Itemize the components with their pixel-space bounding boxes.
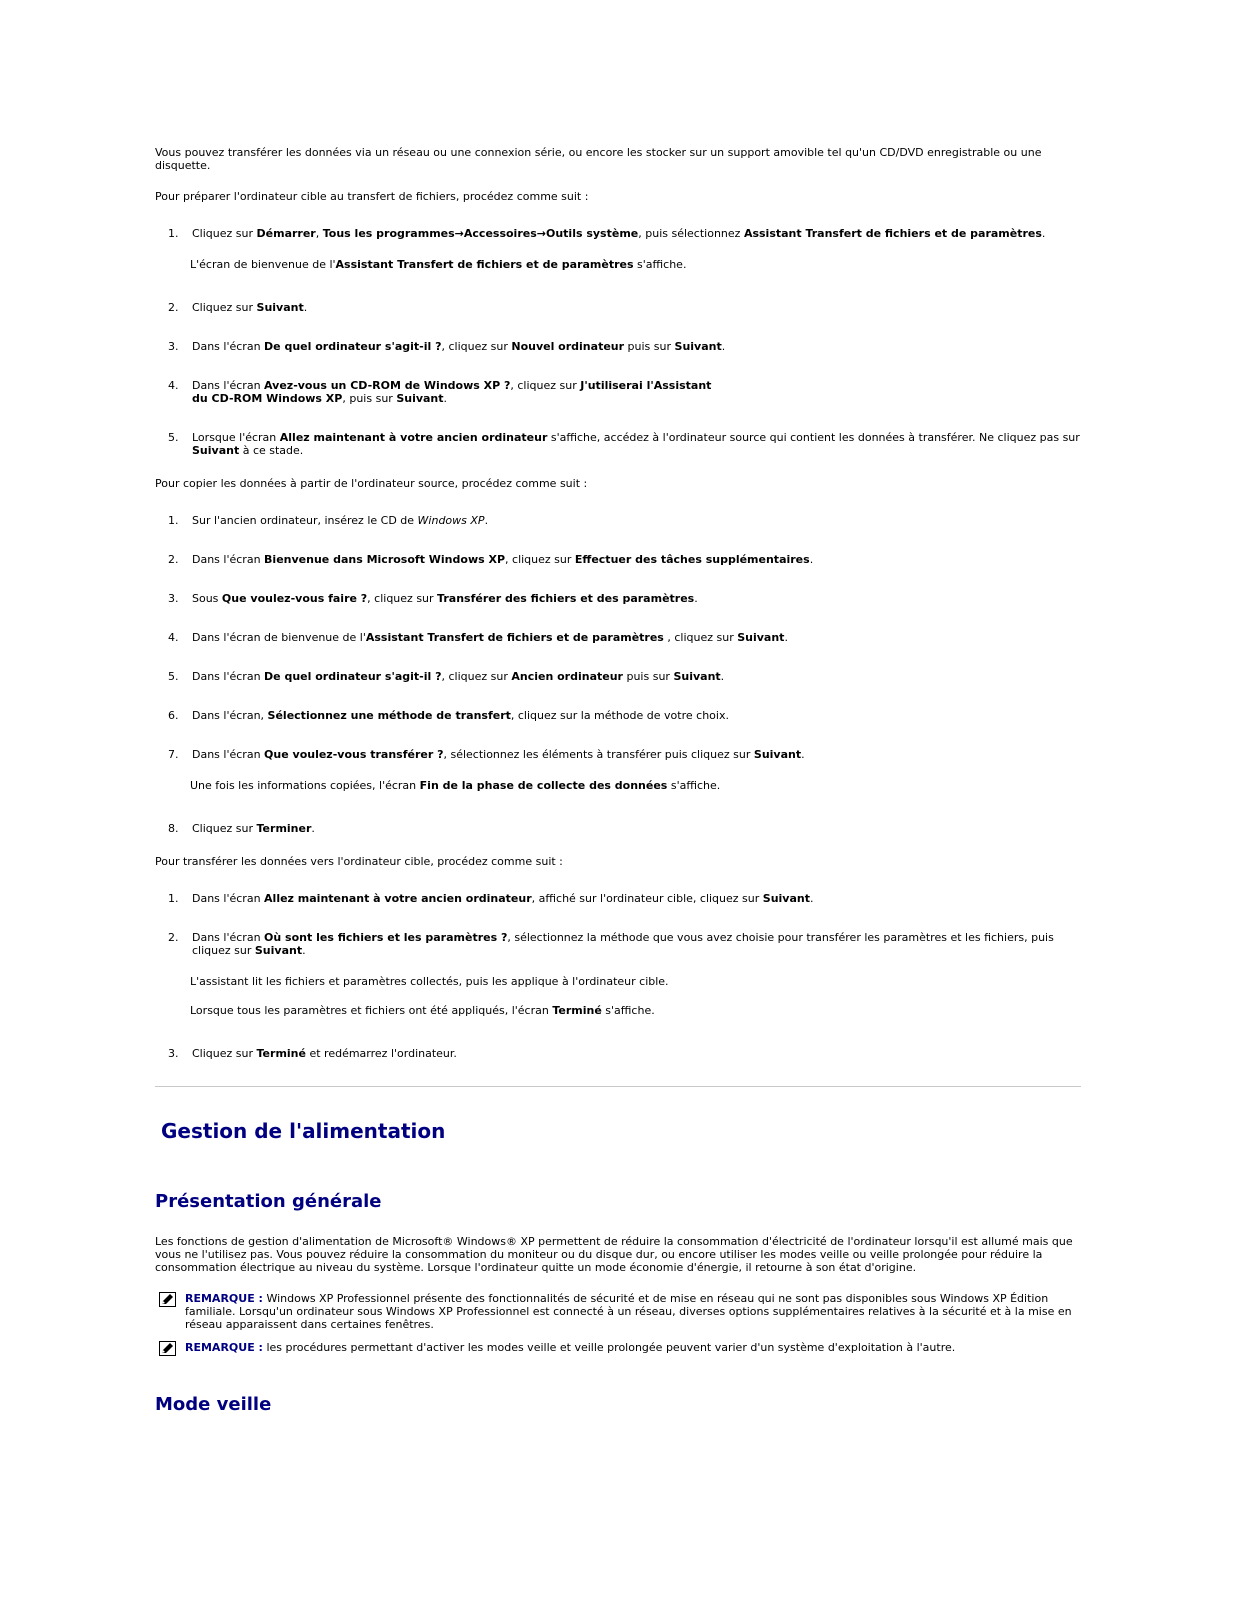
pencil-icon	[159, 1292, 176, 1307]
standby-heading: Mode veille	[155, 1394, 272, 1415]
list-item: 1. Cliquez sur Démarrer, Tous les programmes→Accessoires→Outils système, puis sélectionnez Assistant Transfert de fichiers et de paramètres.	[168, 227, 1046, 240]
list-item: 4. Dans l'écran de bienvenue de l'Assistant Transfert de fichiers et de paramètres , cliquez sur Suivant.	[168, 631, 788, 644]
transfer-intro: Pour transférer les données vers l'ordinateur cible, procédez comme suit :	[155, 855, 563, 868]
intro-paragraph: Vous pouvez transférer les données via un réseau ou une connexion série, ou encore les stocker sur un support amovible tel qu'un CD/DVD enregistrable ou une disquette.	[155, 146, 1042, 172]
list-item: 1. Dans l'écran Allez maintenant à votre ancien ordinateur, affiché sur l'ordinateur cible, cliquez sur Suivant.	[168, 892, 814, 905]
overview-paragraph: Les fonctions de gestion d'alimentation de Microsoft® Windows® XP permettent de réduire la consommation d'électricité de l'ordinateur lorsqu'il est allumé mais que vous ne l'utilisez pas. Vous pouvez réduire la consommation du moniteur ou du disque dur, ou encore utiliser les modes veille ou veille prolongée pour réduire la consommation électrique au niveau du système. Lorsque l'ordinateur quitte un mode économie d'énergie, il retourne à son état d'origine.	[155, 1235, 1073, 1274]
list-item: 3. Dans l'écran De quel ordinateur s'agit-il ?, cliquez sur Nouvel ordinateur puis sur Suivant.	[168, 340, 726, 353]
note-label: REMARQUE :	[185, 1341, 263, 1354]
pencil-icon	[159, 1341, 176, 1356]
section-heading-power: Gestion de l'alimentation	[161, 1119, 446, 1143]
list-item: 5. Dans l'écran De quel ordinateur s'agit-il ?, cliquez sur Ancien ordinateur puis sur Suivant.	[168, 670, 725, 683]
copy-steps-list	[155, 514, 1081, 835]
list-item: 2. Dans l'écran Où sont les fichiers et les paramètres ?, sélectionnez la méthode que vous avez choisie pour transférer les paramètres et les fichiers, puis cliquez sur Suivant.	[168, 931, 1054, 957]
step-note: Une fois les informations copiées, l'écran Fin de la phase de collecte des données s'affiche.	[190, 779, 721, 792]
prepare-intro: Pour préparer l'ordinateur cible au transfert de fichiers, procédez comme suit :	[155, 190, 589, 203]
section-divider	[155, 1086, 1081, 1087]
list-item: 7. Dans l'écran Que voulez-vous transférer ?, sélectionnez les éléments à transférer puis cliquez sur Suivant.	[168, 748, 805, 761]
step-note: Lorsque tous les paramètres et fichiers ont été appliqués, l'écran Terminé s'affiche.	[190, 1004, 655, 1017]
list-item: 6. Dans l'écran, Sélectionnez une méthode de transfert, cliquez sur la méthode de votre choix.	[168, 709, 729, 722]
note-box	[155, 1341, 1081, 1354]
list-item: 4. Dans l'écran Avez-vous un CD-ROM de Windows XP ?, cliquez sur J'utiliserai l'Assistant du CD-ROM Windows XP, puis sur Suivant.	[168, 379, 712, 405]
list-item: 3. Sous Que voulez-vous faire ?, cliquez sur Transférer des fichiers et des paramètres.	[168, 592, 698, 605]
transfer-steps-list	[155, 892, 1081, 1060]
overview-heading: Présentation générale	[155, 1191, 382, 1212]
list-item: 2. Cliquez sur Suivant.	[168, 301, 308, 314]
note-text: les procédures permettant d'activer les modes veille et veille prolongée peuvent varier d'un système d'exploitation à l'autre.	[262, 1341, 956, 1354]
copy-intro: Pour copier les données à partir de l'ordinateur source, procédez comme suit :	[155, 477, 588, 490]
list-item: 2. Dans l'écran Bienvenue dans Microsoft Windows XP, cliquez sur Effectuer des tâches supplémentaires.	[168, 553, 814, 566]
step-note: L'assistant lit les fichiers et paramètres collectés, puis les applique à l'ordinateur cible.	[190, 975, 669, 988]
prepare-steps-list	[155, 227, 1081, 457]
note-box	[155, 1292, 1081, 1331]
document-page	[155, 146, 1081, 1416]
list-item: 5. Lorsque l'écran Allez maintenant à votre ancien ordinateur s'affiche, accédez à l'ordinateur source qui contient les données à transférer. Ne cliquez pas sur Suivant à ce stade.	[168, 431, 1080, 457]
note-text: Windows XP Professionnel présente des fonctionnalités de sécurité et de mise en réseau qui ne sont pas disponibles sous Windows XP Édition familiale. Lorsqu'un ordinateur sous Windows XP Professionnel est connecté à un réseau, diverses options supplémentaires relatives à la sécurité et à la mise en réseau apparaissent dans certaines fenêtres.	[185, 1292, 1072, 1331]
list-item: 3. Cliquez sur Terminé et redémarrez l'ordinateur.	[168, 1047, 457, 1060]
list-item: 1. Sur l'ancien ordinateur, insérez le CD de Windows XP.	[168, 514, 489, 527]
note-label: REMARQUE :	[185, 1292, 263, 1305]
step-note: L'écran de bienvenue de l'Assistant Transfert de fichiers et de paramètres s'affiche.	[190, 258, 687, 271]
list-item: 8. Cliquez sur Terminer.	[168, 822, 315, 835]
